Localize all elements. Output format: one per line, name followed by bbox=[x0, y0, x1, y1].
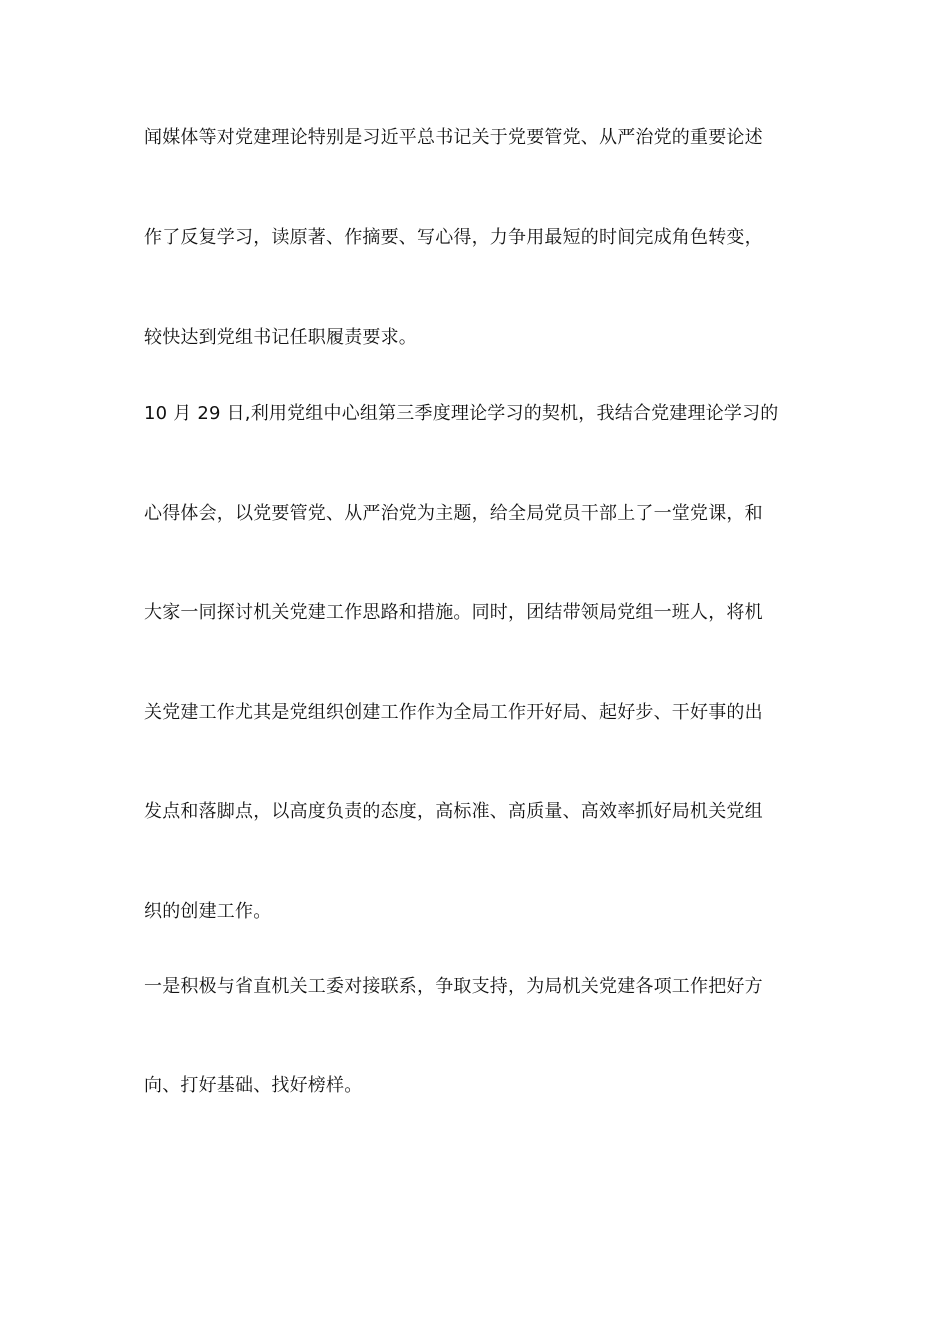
text-line: 向、打好基础、找好榜样。 bbox=[144, 1075, 363, 1096]
text-line: 关党建工作尤其是党组织创建工作作为全局工作开好局、起好步、干好事的出 bbox=[144, 702, 763, 723]
text-line: 闻媒体等对党建理论特别是习近平总书记关于党要管党、从严治党的重要论述 bbox=[144, 127, 763, 148]
text-line: 10 月 29 日,利用党组中心组第三季度理论学习的契机，我结合党建理论学习的 bbox=[144, 403, 779, 424]
text-line: 心得体会，以党要管党、从严治党为主题，给全局党员干部上了一堂党课，和 bbox=[144, 503, 763, 524]
text-line: 作了反复学习，读原著、作摘要、写心得，力争用最短的时间完成角色转变， bbox=[144, 227, 763, 248]
text-line: 发点和落脚点，以高度负责的态度，高标准、高质量、高效率抓好局机关党组 bbox=[144, 801, 763, 822]
text-line: 织的创建工作。 bbox=[144, 901, 272, 922]
text-line: 一是积极与省直机关工委对接联系，争取支持，为局机关党建各项工作把好方 bbox=[144, 976, 763, 997]
text-line: 大家一同探讨机关党建工作思路和措施。同时，团结带领局党组一班人，将机 bbox=[144, 602, 763, 623]
text-line: 较快达到党组书记任职履责要求。 bbox=[144, 327, 417, 348]
